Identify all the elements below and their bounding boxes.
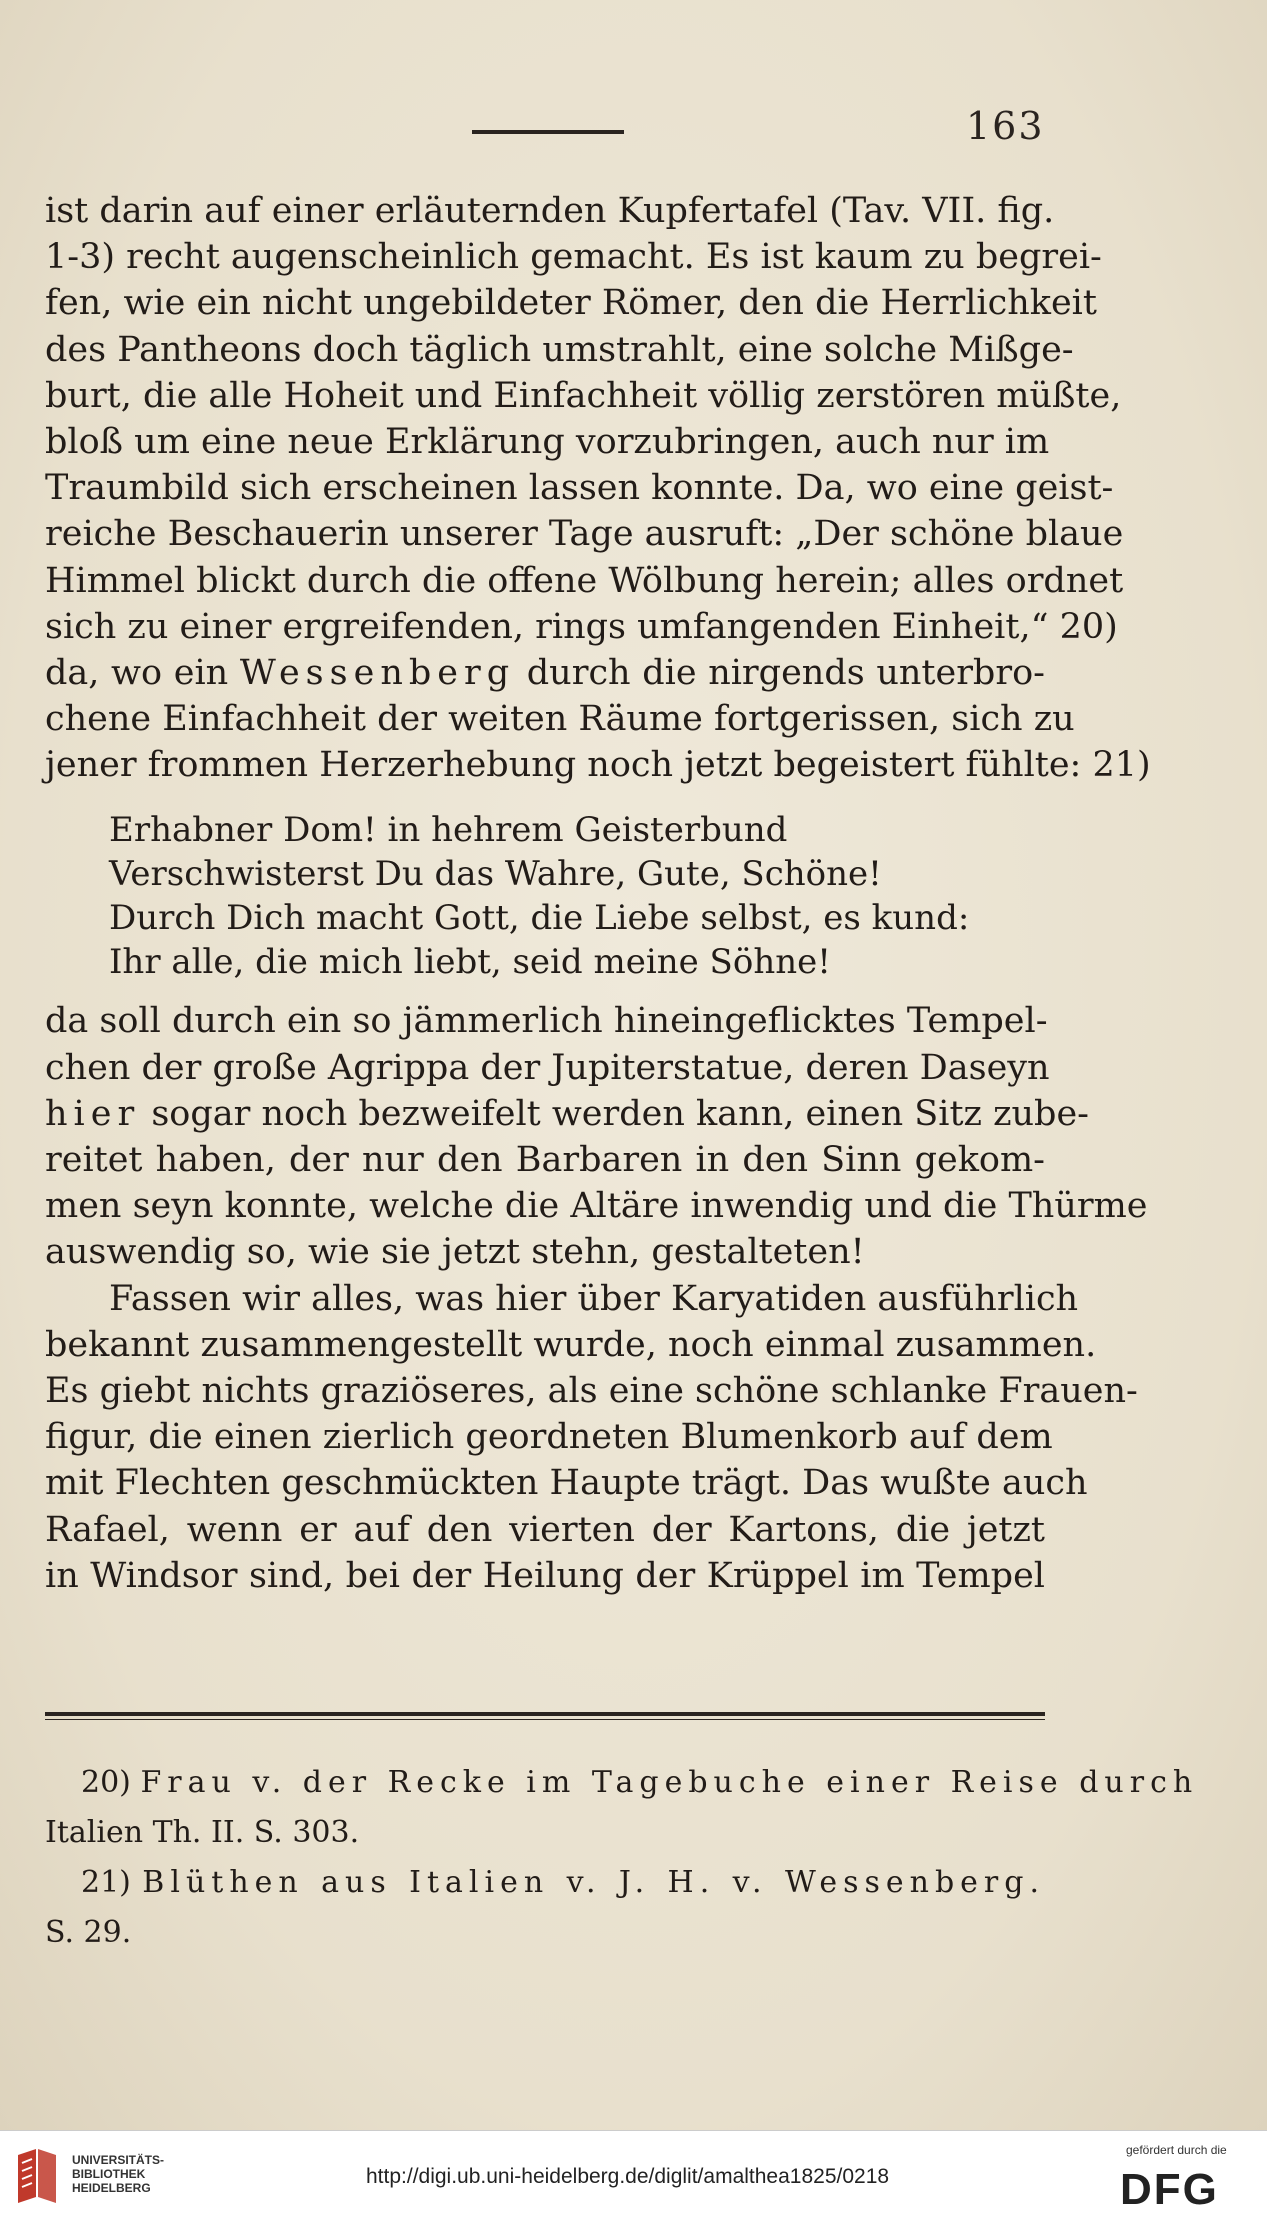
verse-block bbox=[45, 808, 1045, 984]
header-rule bbox=[472, 130, 624, 134]
text-segment: durch die nirgends unterbro- bbox=[526, 652, 1045, 693]
text-line: 1-3) recht augenscheinlich gemacht. Es ist kaum zu begrei- bbox=[45, 237, 1102, 278]
dfg-logo[interactable]: DFG bbox=[1120, 2165, 1219, 2214]
text-line: Fassen wir alles, was hier über Karyatiden ausführlich bbox=[109, 1278, 1079, 1319]
footnote-rule-thin bbox=[45, 1719, 1045, 1720]
library-name: UNIVERSITÄTS- BIBLIOTHEK HEIDELBERG bbox=[72, 2153, 165, 2195]
text-line: des Pantheons doch täglich umstrahlt, eine solche Mißge- bbox=[45, 329, 1074, 370]
footnote-20-continuation bbox=[45, 1808, 1045, 1858]
text-line: bekannt zusammengestellt wurde, noch einmal zusammen. bbox=[45, 1324, 1097, 1365]
text-line: fen, wie ein nicht ungebildeter Römer, den die Herrlichkeit bbox=[45, 283, 1097, 324]
footer-bar bbox=[0, 2130, 1267, 2223]
text-line: Rafael, wenn er auf den vierten der Kartons, die jetzt bbox=[45, 1509, 1045, 1550]
footnote-21-continuation bbox=[45, 1908, 1045, 1958]
text-line: burt, die alle Hoheit und Einfachheit völlig zerstören müßte, bbox=[45, 375, 1122, 416]
text-line: chen der große Agrippa der Jupiterstatue, deren Daseyn bbox=[45, 1047, 1050, 1088]
footnote-rule bbox=[45, 1712, 1045, 1716]
text-line: reiche Beschauerin unserer Tage ausruft: „Der schöne blaue bbox=[45, 514, 1124, 555]
footnote-text: Italien Th. II. S. 303. bbox=[45, 1815, 360, 1850]
text-line: men seyn konnte, welche die Altäre inwendig und die Thürme bbox=[45, 1186, 1148, 1227]
verse-line: Erhabner Dom! in hehrem Geisterbund bbox=[109, 810, 788, 851]
footnote-text: Frau v. der Recke im Tagebuche einer Reise durch bbox=[140, 1765, 1199, 1800]
text-line: in Windsor sind, bei der Heilung der Krüppel im Tempel bbox=[45, 1555, 1045, 1596]
sponsor-label: gefördert durch die bbox=[1126, 2143, 1227, 2157]
text-line: ist darin auf einer erläuternden Kupfertafel (Tav. VII. fig. bbox=[45, 191, 1055, 231]
permalink-url[interactable]: http://digi.ub.uni-heidelberg.de/diglit/amalthea1825/0218 bbox=[366, 2165, 890, 2188]
text-line: jener frommen Herzerhebung noch jetzt begeistert fühlte: 21) bbox=[45, 745, 1151, 786]
text-line: Himmel blickt durch die offene Wölbung herein; alles ordnet bbox=[45, 560, 1124, 601]
university-library-logo-icon[interactable] bbox=[12, 2145, 62, 2207]
text-line bbox=[45, 1091, 1089, 1137]
footnotes bbox=[45, 1758, 1199, 1958]
text-line: bloß um eine neue Erklärung vorzubringen, auch nur im bbox=[45, 421, 1050, 462]
page-number: 163 bbox=[966, 104, 1045, 148]
text-line: chene Einfachheit der weiten Räume fortgerissen, sich zu bbox=[45, 699, 1075, 740]
text-line: Es giebt nichts graziöseres, als eine schöne schlanke Frauen- bbox=[45, 1370, 1138, 1411]
text-line: da soll durch ein so jämmerlich hineingeflicktes Tempel- bbox=[45, 1001, 1048, 1042]
verse-line: Durch Dich macht Gott, die Liebe selbst, es kund: bbox=[109, 898, 970, 939]
body-text bbox=[45, 188, 1151, 1599]
footnote-21 bbox=[45, 1858, 1045, 1908]
footnote-number: 20) bbox=[81, 1765, 131, 1800]
footnote-20 bbox=[45, 1758, 1199, 1808]
text-line bbox=[45, 650, 1045, 696]
verse-line: Verschwisterst Du das Wahre, Gute, Schöne! bbox=[109, 854, 882, 895]
footnote-text: Blüthen aus Italien v. J. H. v. Wessenberg. bbox=[142, 1865, 1045, 1900]
verse-line: Ihr alle, die mich liebt, seid meine Söhne! bbox=[109, 942, 831, 983]
text-line: auswendig so, wie sie jetzt stehn, gestalteten! bbox=[45, 1232, 865, 1273]
text-line: Traumbild sich erscheinen lassen konnte. Da, wo eine geist- bbox=[45, 468, 1114, 509]
text-line: sich zu einer ergreifenden, rings umfangenden Einheit,“ 20) bbox=[45, 606, 1118, 647]
footnote-text: S. 29. bbox=[45, 1915, 132, 1950]
text-line: mit Flechten geschmückten Haupte trägt. Das wußte auch bbox=[45, 1463, 1088, 1504]
text-line: figur, die einen zierlich geordneten Blumenkorb auf dem bbox=[45, 1417, 1053, 1458]
emphasis-spaced: hier bbox=[45, 1093, 141, 1134]
text-segment: sogar noch bezweifelt werden kann, einen Sitz zube- bbox=[151, 1093, 1089, 1134]
author-name-spaced: Wessenberg bbox=[239, 652, 516, 693]
footnote-number: 21) bbox=[81, 1865, 131, 1900]
text-segment: da, wo ein bbox=[45, 652, 229, 693]
text-line: reitet haben, der nur den Barbaren in den Sinn gekom- bbox=[45, 1140, 1045, 1180]
